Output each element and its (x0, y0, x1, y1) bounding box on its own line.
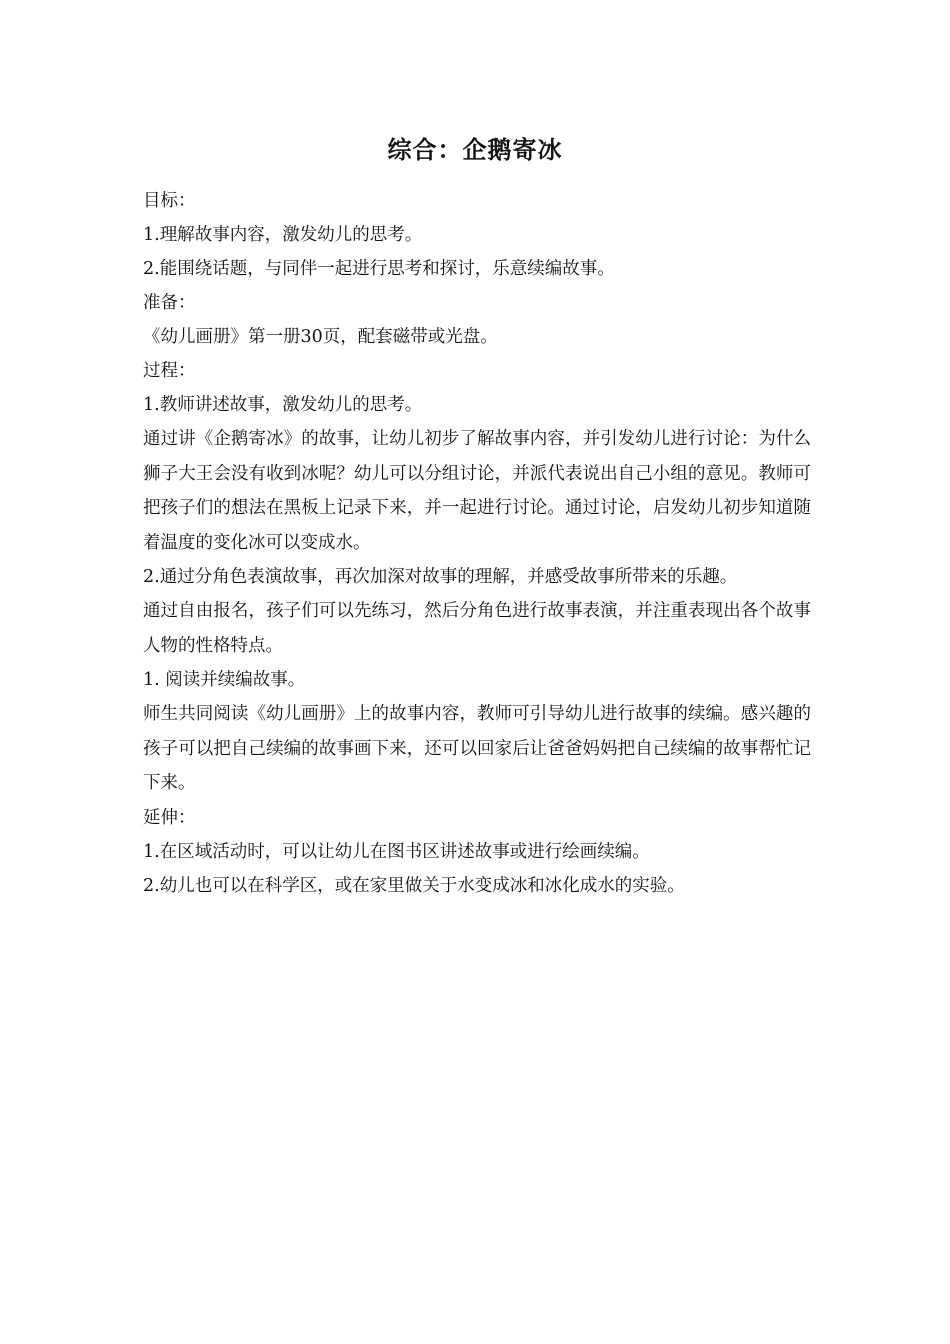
process-step-1-title: 1.教师讲述故事，激发幼儿的思考。 (143, 395, 423, 415)
process-step-1-paragraph: 通过讲《企鹅寄冰》的故事，让幼儿初步了解故事内容，并引发幼儿进行讨论：为什么狮子大王会没有收到冰呢？幼儿可以分组讨论，并派代表说出自己小组的意见。教师可把孩子们的想法在黑板上记录下来，并一起进行讨论。通过讨论，启发幼儿初步知道随着温度的变化冰可以变成水。 (143, 429, 811, 553)
extend-item-2: 2.幼儿也可以在科学区，或在家里做关于水变成冰和冰化成水的实验。 (143, 875, 685, 896)
prep-item-1: 《幼儿画册》第一册30页，配套磁带或光盘。 (143, 327, 498, 347)
document-title: 综合：企鹅寄冰 (387, 136, 563, 164)
process-step-3-paragraph: 师生共同阅读《幼儿画册》上的故事内容，教师可引导幼儿进行故事的续编。感兴趣的孩子可以把自己续编的故事画下来，还可以回家后让爸爸妈妈把自己续编的故事帮忙记下来。 (143, 704, 811, 793)
document-body (143, 184, 811, 903)
process-step-2-paragraph: 通过自由报名，孩子们可以先练习，然后分角色进行故事表演，并注重表现出各个故事人物的性格特点。 (143, 601, 811, 656)
extend-heading: 延伸： (143, 807, 196, 828)
process-step-2-title: 2.通过分角色表演故事，再次加深对故事的理解，并感受故事所带来的乐趣。 (143, 567, 738, 587)
goal-heading: 目标： (143, 191, 196, 211)
goal-item-2: 2.能围绕话题，与同伴一起进行思考和探讨，乐意续编故事。 (143, 259, 615, 279)
process-step-3-title: 1. 阅读并续编故事。 (143, 670, 306, 690)
extend-item-1: 1.在区域活动时，可以让幼儿在图书区讲述故事或进行绘画续编。 (143, 841, 650, 862)
goal-item-1: 1.理解故事内容，激发幼儿的思考。 (143, 225, 423, 245)
process-heading: 过程： (143, 361, 196, 381)
prep-heading: 准备： (143, 293, 196, 313)
